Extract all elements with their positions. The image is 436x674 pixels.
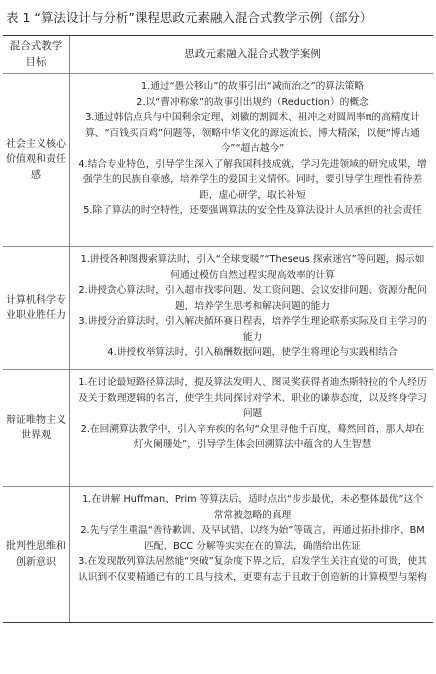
- table-row: [3, 369, 433, 486]
- table-caption: 表 1 “算法设计与分析”课程思政元素融入混合式教学示例（部分）: [6, 10, 373, 25]
- header-cases: 思政元素融入混合式教学案例: [184, 47, 321, 60]
- case-item: 2.先与学生重温“善待歉训、及早试错、以终为始”等箴言，再通过拓扑排序、BM 匹配、BCC 分解等实实在在的算法，确凿给出佐证: [80, 525, 425, 552]
- goal-cell: 批判性思维和创新意识: [3, 487, 70, 622]
- cases-cell: [70, 247, 433, 369]
- cases-cell: [70, 74, 433, 246]
- case-item: 3.通过韩信点兵与中国剩余定理、刘徽的割圆术、祖冲之对圆周率π的高精度计算、“百钱买百鸡”问题等，领略中华文化的源远流长、博大精深，以便“博古通今”“超古越今”: [85, 112, 420, 154]
- case-item: 5.除了算法的时空特性，还要强调算法的安全性及算法设计人员承担的社会责任: [83, 205, 422, 216]
- case-item: 1.在讨论最短路径算法时，提及算法发明人、图灵奖获得者迪杰斯特拉的个人经历及关于数理逻辑的名言，使学生共同探讨对学术、职业的谦恭态度，以及终身学习问题: [78, 377, 427, 419]
- case-item: 2.在回溯算法教学中，引入辛弃疾的名句“众里寻他千百度，蓦然回首，那人却在灯火阑珊处”，引导学生体会回溯算法中蕴含的人生智慧: [80, 423, 425, 450]
- cases-cell: [70, 487, 433, 622]
- case-item: 1.通过“愚公移山”的故事引出“减而治之”的算法策略: [140, 81, 365, 92]
- case-item: 4.讲授枚举算法时，引入稿酬数据问题，使学生将理论与实践相结合: [107, 347, 398, 358]
- case-item: 2.以“曹冲称象”的故事引出规约（Reduction）的概念: [136, 96, 369, 108]
- goal-cell: 辩证唯物主义世界观: [3, 370, 70, 486]
- cases-cell: [70, 370, 433, 486]
- case-item: 3.在发现散列算法居然能“突破”复杂度下界之后，启发学生关注直觉的可贵，使其认识到不仅要精通已有的工具与技术，更要有志于且敢于创造新的计算模型与架构: [78, 556, 427, 583]
- case-item: 4.结合专业特色，引导学生深入了解我国科技成就，学习先进领域的研究成果，增强学生的民族自豪感，培养学生的爱国主义情怀。同时，要引导学生理性看待差距，虚心研学，取长补短: [78, 158, 427, 201]
- table-row: [3, 73, 433, 246]
- teaching-examples-table: [3, 35, 433, 623]
- header-goal: 混合式教学目标: [3, 36, 70, 73]
- goal-cell: 社会主义核心价值观和责任感: [3, 74, 70, 246]
- goal-cell: 计算机科学专业职业胜任力: [3, 247, 70, 369]
- case-item: 1.在讲解 Huffman、Prim 等算法后，适时点出“步步最优，未必整体最优”这个常常被忽略的真理: [82, 494, 423, 521]
- table-header-row: [3, 36, 433, 73]
- case-item: 3.讲授分治算法时，引入解决循环赛日程表，培养学生理论联系实际及自主学习的能力: [78, 316, 427, 343]
- table-row: [3, 486, 433, 622]
- case-item: 1.讲授各种图搜索算法时，引入“全球变暖”“Theseus 探索迷宫”等问题，揭示如何通过模仿自然过程实现高效率的计算: [80, 254, 425, 281]
- table-row: [3, 246, 433, 369]
- case-item: 2.讲授贪心算法时，引入超市找零问题、发工资问题、会议安排问题、资源分配问题，培养学生思考和解决问题的能力: [78, 285, 427, 312]
